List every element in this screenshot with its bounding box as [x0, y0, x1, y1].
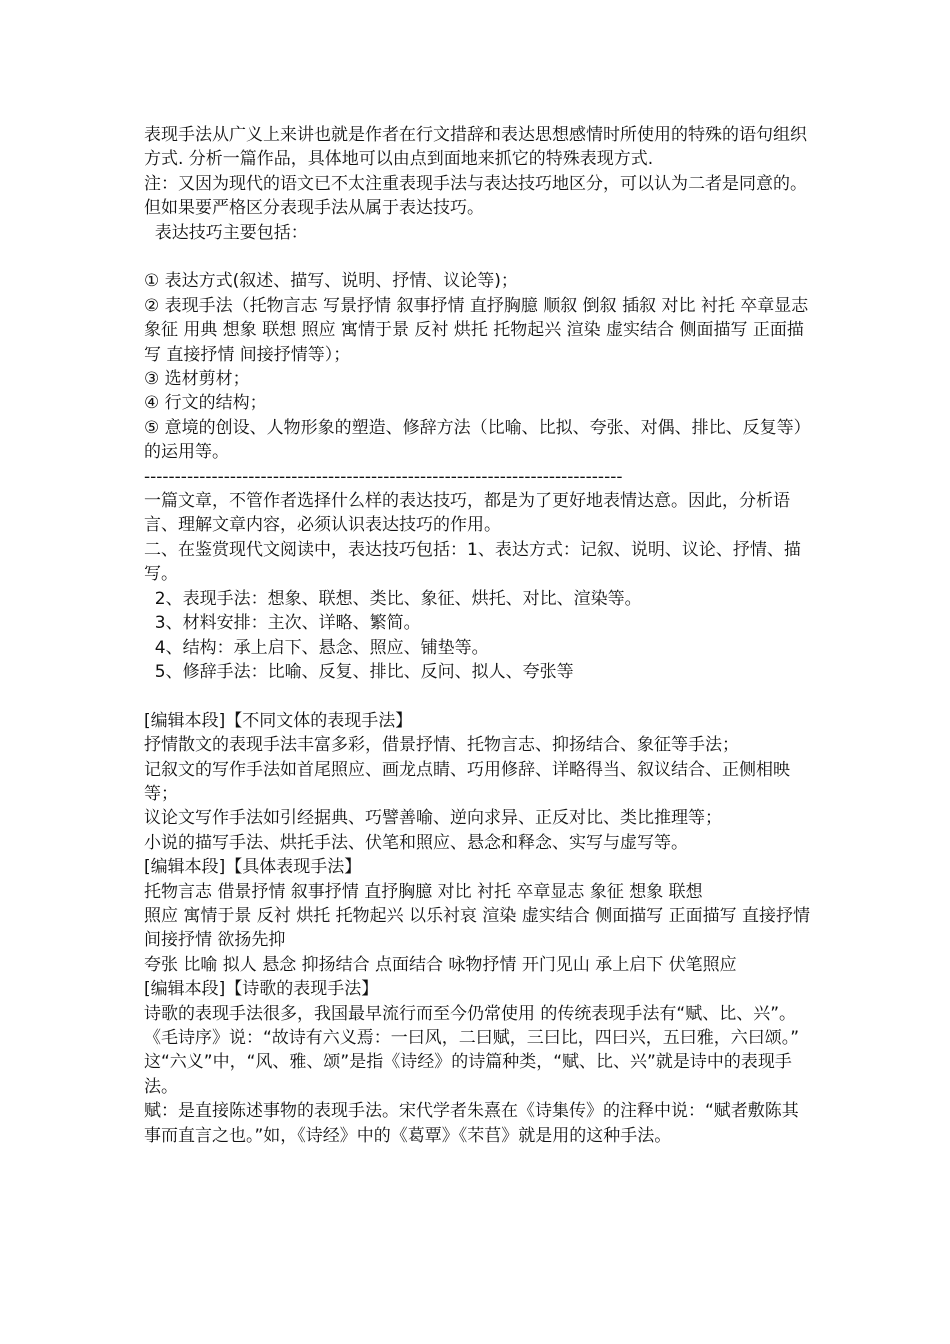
paragraph-purpose: 一篇文章，不管作者选择什么样的表达技巧，都是为了更好地表情达意。因此，分析语言、理解文章内容，必须认识表达技巧的作用。: [144, 491, 790, 536]
section-heading-poetry: [编辑本段]【诗歌的表现手法】: [144, 979, 379, 1000]
list-item-structure: ④ 行文的结构；: [144, 393, 267, 414]
paragraph-specific-1: 托物言志 借景抒情 叙事抒情 直抒胸臆 对比 衬托 卒章显志 象征 想象 联想: [144, 881, 703, 902]
list-item-2: 2、表现手法：想象、联想、类比、象征、烘托、对比、渲染等。: [144, 588, 642, 609]
paragraph-argumentative: 议论文写作手法如引经据典、巧譬善喻、逆向求异、正反对比、类比推理等；: [144, 808, 722, 829]
paragraph-poetry-1: 诗歌的表现手法很多，我国最早流行而至今仍常使用 的传统表现手法有“赋、比、兴”。《毛诗序》说：“故诗有六义焉：一曰风，二曰赋，三曰比，四曰兴，五曰雅，六曰颂。”: [144, 1003, 800, 1048]
paragraph-modern-reading: 二、在鉴赏现代文阅读中，表达技巧包括：1、表达方式：记叙、说明、议论、抒情、描写。: [144, 539, 801, 585]
list-item-4: 4、结构：承上启下、悬念、照应、铺垫等。: [144, 637, 489, 658]
paragraph-lyric-prose: 抒情散文的表现手法丰富多彩，借景抒情、托物言志、抑扬结合、象征等手法；: [144, 735, 739, 756]
paragraph-poetry-2: 这“六义”中，“风、雅、颂”是指《诗经》的诗篇种类，“赋、比、兴”就是诗中的表现手法。: [144, 1052, 792, 1097]
list-item-artistic-conception: ⑤ 意境的创设、人物形象的塑造、修辞方法（比喻、比拟、夸张、对偶、排比、反复等）的运用等。: [144, 417, 811, 463]
list-item-5: 5、修辞手法：比喻、反复、排比、反问、拟人、夸张等: [144, 661, 574, 682]
paragraph-specific-2: 照应 寓情于景 反衬 烘托 托物起兴 以乐衬哀 渲染 虚实结合 侧面描写 正面描写 直接抒情 间接抒情 欲扬先抑: [144, 905, 811, 951]
section-heading-specific: [编辑本段]【具体表现手法】: [144, 857, 362, 878]
paragraph-fiction: 小说的描写手法、烘托手法、伏笔和照应、悬念和释念、实写与虚写等。: [144, 832, 688, 853]
paragraph-narrative: 记叙文的写作手法如首尾照应、画龙点睛、巧用修辞、详略得当、叙议结合、正侧相映等；: [144, 759, 790, 804]
list-item-material-selection: ③ 选材剪材；: [144, 369, 250, 390]
section-heading-genres: [编辑本段]【不同文体的表现手法】: [144, 710, 413, 731]
dashed-separator: ------------------------------------------------------------------------------: [144, 466, 623, 487]
blank-line: [144, 684, 812, 708]
paragraph-note: 注：又因为现代的语文已不太注重表现手法与表达技巧地区分，可以认为二者是同意的。但如果要严格区分表现手法从属于表达技巧。: [144, 173, 807, 219]
paragraph-poetry-3: 赋：是直接陈述事物的表现手法。宋代学者朱熹在《诗集传》的注释中说：“赋者敷陈其事而直言之也。”如，《诗经》中的《葛覃》《芣苢》就是用的这种手法。: [144, 1101, 799, 1146]
list-item-3: 3、材料安排：主次、详略、繁简。: [144, 613, 421, 634]
list-item-expression-techniques: ② 表现手法（托物言志 写景抒情 叙事抒情 直抒胸臆 顺叙 倒叙 插叙 对比 衬托 卒章显志 象征 用典 想象 联想 照应 寓情于景 反衬 烘托 托物起兴 渲染 虚实结合 侧面描写 正面描写 直接抒情 间接抒情等）；: [144, 295, 809, 365]
document-body: [144, 123, 812, 1148]
paragraph-techniques-heading: 表达技巧主要包括：: [144, 222, 308, 243]
list-item-expression-mode: ① 表达方式(叙述、描写、说明、抒情、议论等)；: [144, 271, 518, 292]
blank-line: [144, 245, 812, 269]
paragraph-specific-3: 夸张 比喻 拟人 悬念 抑扬结合 点面结合 咏物抒情 开门见山 承上启下 伏笔照应: [144, 954, 737, 975]
paragraph-intro: 表现手法从广义上来讲也就是作者在行文措辞和表达思想感情时所使用的特殊的语句组织方式. 分析一篇作品，具体地可以由点到面地来抓它的特殊表现方式.: [144, 125, 807, 170]
